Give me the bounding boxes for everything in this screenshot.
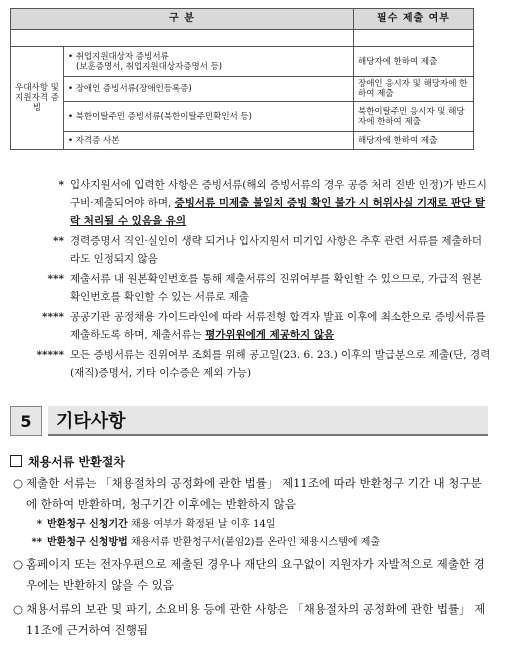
table-header-category: 구 분: [11, 9, 354, 30]
note-item: [14, 308, 492, 344]
note-item: [14, 176, 492, 230]
table-header-required: 필수 제출 여부: [354, 9, 474, 30]
note-text: 제출서류 내 원본확인번호를 통해 제출서류의 진위여부를 확인할 수 있으므로, 가급적 원본확인번호를 확인할 수 있는 서류로 제출: [70, 273, 483, 303]
category-cell: 우대사항 및 지원자격 증빙: [11, 47, 64, 150]
note-item: [14, 346, 492, 382]
note-emphasis: 증빙서류 미제출 불일치 증빙 확인 불가 시 허위사실 기재로 판단 탈락 처리될 수 있음을 유의: [70, 197, 486, 227]
notes-list: [14, 176, 492, 384]
bullet-text: 채용서류의 보관 및 파기, 소요비용 등에 관한 사항은 「채용절차의 공정화에 관한 법률」 제11조에 근거하여 진행됨: [26, 602, 486, 637]
required-cell: 북한이탈주민 응시자 및 해당자에 한하여 제출: [354, 102, 474, 132]
sub-note-item: [10, 517, 490, 533]
sub-note-label: 반환청구 신청방법: [47, 537, 128, 548]
required-cell: 해당자에 한하여 제출: [354, 132, 474, 150]
required-cell: 장애인 응시자 및 해당자에 한하여 제출: [354, 77, 474, 102]
note-marker: ***: [47, 273, 64, 285]
sub-note-text: 채용서류 반환청구서(붙임2)를 온라인 채용시스템에 제출: [130, 537, 381, 548]
table-row: • 자격증 사본: [64, 132, 354, 150]
sub-note-marker: **: [31, 537, 42, 548]
section-title: 기타사항: [48, 406, 488, 436]
note-marker: **: [53, 235, 64, 247]
note-item: [14, 270, 492, 306]
subsection-title: 채용서류 반환절차: [28, 454, 125, 469]
subsection-heading: [10, 452, 490, 470]
note-emphasis: 평가위원에게 제공하지 않음: [205, 329, 335, 341]
table-blank-cell: [11, 30, 354, 47]
required-cell: 해당자에 한하여 제출: [354, 47, 474, 77]
note-marker: *****: [36, 349, 64, 361]
sub-note-label: 반환청구 신청기간: [47, 519, 128, 530]
circle-bullet-icon: ○: [12, 476, 24, 490]
note-item: [14, 232, 492, 268]
return-procedure-section: [10, 452, 490, 641]
note-marker: *: [58, 179, 64, 191]
item-text: • 취업지원대상자 증빙서류: [68, 51, 169, 62]
note-marker: ****: [42, 311, 64, 323]
table-row: [64, 47, 354, 77]
sub-note-text: 채용 여부가 확정된 날 이후 14일: [130, 519, 276, 530]
note-text: 모든 증빙서류는 진위여부 조회를 위해 공고일(23. 6. 23.) 이후의 발급분으로 제출(단, 경력(재직)증명서, 기타 이수증은 제외 가능): [70, 349, 491, 379]
table-row: • 장애인 증빙서류(장애인등록증): [64, 77, 354, 102]
table-blank-cell: [354, 30, 474, 47]
sub-note-item: [10, 535, 490, 551]
checkbox-square-icon: [10, 455, 22, 467]
document-table: [10, 8, 474, 150]
list-item: [10, 473, 490, 515]
bullet-text: 제출한 서류는 「채용절차의 공정화에 관한 법률」 제11조에 따라 반환청구 기간 내 청구분에 한하여 반환하며, 청구기간 이후에는 반환하지 않음: [26, 476, 482, 511]
note-text: 입사지원서에 입력한 사항은 증빙서류(해외 증빙서류의 경우 공증 처리 진반 인정)가 반드시 구비·제출되어야 하며,: [70, 179, 487, 209]
bullet-text: 홈페이지 또는 전자우편으로 제출된 경우나 재단의 요구없이 지원자가 자발적으로 제출한 경우에는 반환하지 않을 수 있음: [26, 557, 485, 592]
table-row: • 북한이탈주민 증빙서류(북한이탈주민확인서 등): [64, 102, 354, 132]
item-subtext: (보훈증명서, 취업지원대상자증명서 등): [76, 61, 223, 72]
note-text: 공공기관 공정채용 가이드라인에 따라 서류전형 합격자 발표 이후에 최소한으로 증빙서류를 제출하도록 하며, 제출서류는: [70, 311, 486, 341]
list-item: [10, 554, 490, 596]
section-header: [10, 406, 488, 436]
sub-note-marker: *: [36, 519, 42, 530]
list-item: [10, 599, 490, 641]
section-number: 5: [10, 406, 42, 436]
note-text: 경력증명서 직인·실인이 생략 되거나 입사지원서 미기입 사항은 추후 관련 서류를 제출하더라도 인정되지 않음: [70, 235, 483, 265]
circle-bullet-icon: ○: [12, 602, 24, 616]
circle-bullet-icon: ○: [12, 557, 24, 571]
